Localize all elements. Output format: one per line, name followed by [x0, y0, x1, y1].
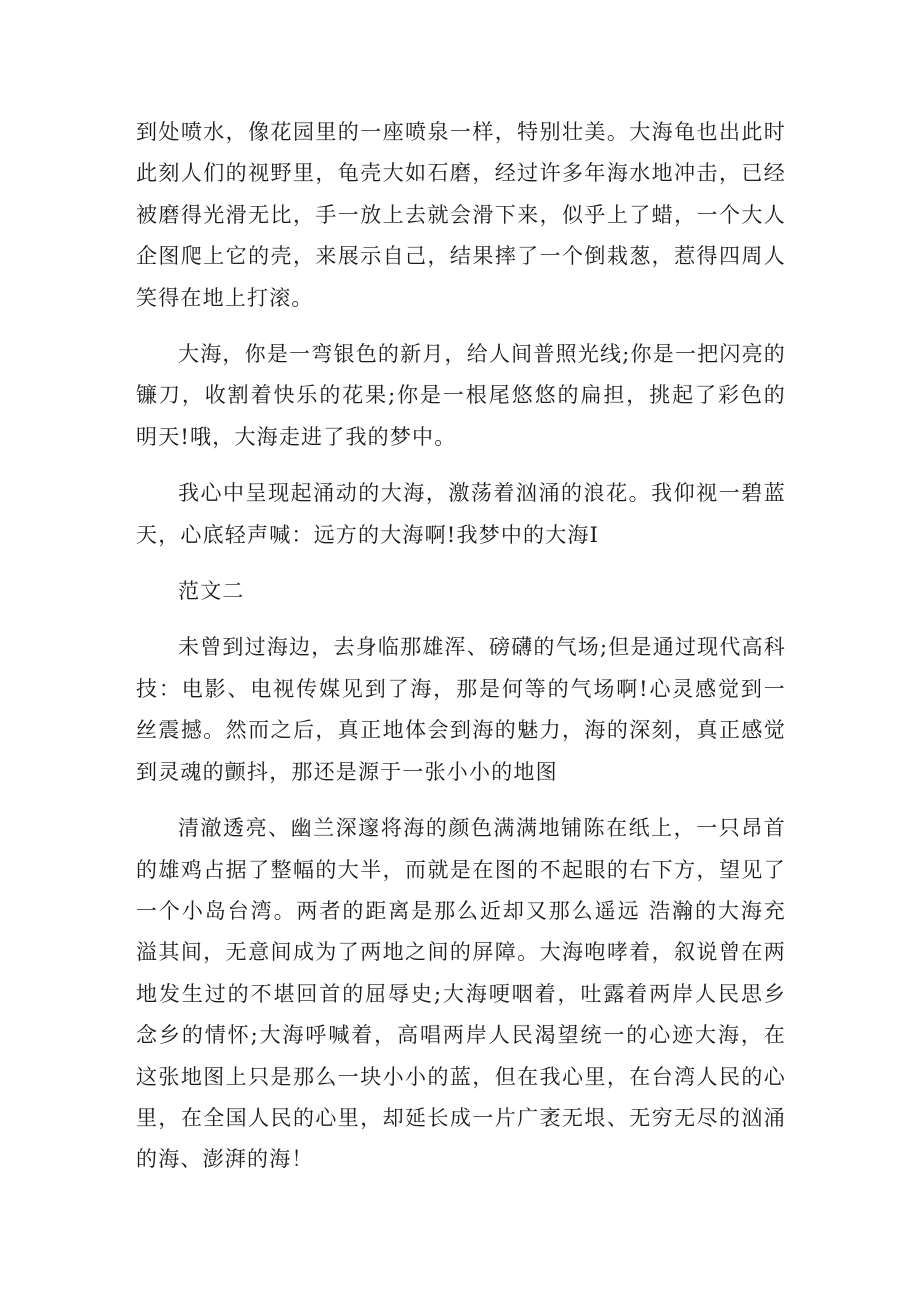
paragraph-never-been-to-sea: 未曾到过海边，去身临那雄浑、磅礴的气场;但是通过现代高科技：电影、电视传媒见到了海，那是何等的气场啊!心灵感觉到一丝震撼。然而之后，真正地体会到海的魅力，海的深刻，真正感觉到灵魂的颤抖，那还是源于一张小小的地图 — [136, 635, 786, 784]
paragraph-continuation: 到处喷水，像花园里的一座喷泉一样，特别壮美。大海龟也出此时此刻人们的视野里，龟壳大如石磨，经过许多年海水地冲击，已经被磨得光滑无比，手一放上去就会滑下来，似乎上了蜡，一个大人企图爬上它的壳，来展示自己，结果摔了一个倒栽葱，惹得四周人笑得在地上打滚。 — [136, 120, 786, 310]
paragraph-map: 清澈透亮、幽兰深邃将海的颜色满满地铺陈在纸上，一只昂首的雄鸡占据了整幅的大半，而就是在图的不起眼的右下方，望见了一个小岛台湾。两者的距离是那么近却又那么遥远 浩瀚的大海充溢其间，无意间成为了两地之间的屏障。大海咆哮着，叙说曾在两地发生过的不堪回首的屈辱史;大海哽咽着，吐露着两岸人民思乡念乡的情怀;大海呼喊着，高唱两岸人民渴望统一的心迹大海，在这张地图上只是那么一块小小的蓝，但在我心里，在台湾人民的心里，在全国人民的心里，却延长成一片广袤无垠、无穷无尽的汹涌的海、澎湃的海！ — [136, 816, 786, 1172]
document-body — [136, 112, 786, 1196]
paragraph-sea-metaphor: 大海，你是一弯银色的新月，给人间普照光线;你是一把闪亮的镰刀，收割着快乐的花果;你是一根尾悠悠的扁担，挑起了彩色的明天!哦，大海走进了我的梦中。 — [136, 342, 786, 449]
section-heading: 范文二 — [178, 579, 245, 604]
paragraph-sea-dream: 我心中呈现起涌动的大海，激荡着汹涌的浪花。我仰视一碧蓝天，心底轻声喊：远方的大海啊!我梦中的大海I — [136, 481, 786, 547]
